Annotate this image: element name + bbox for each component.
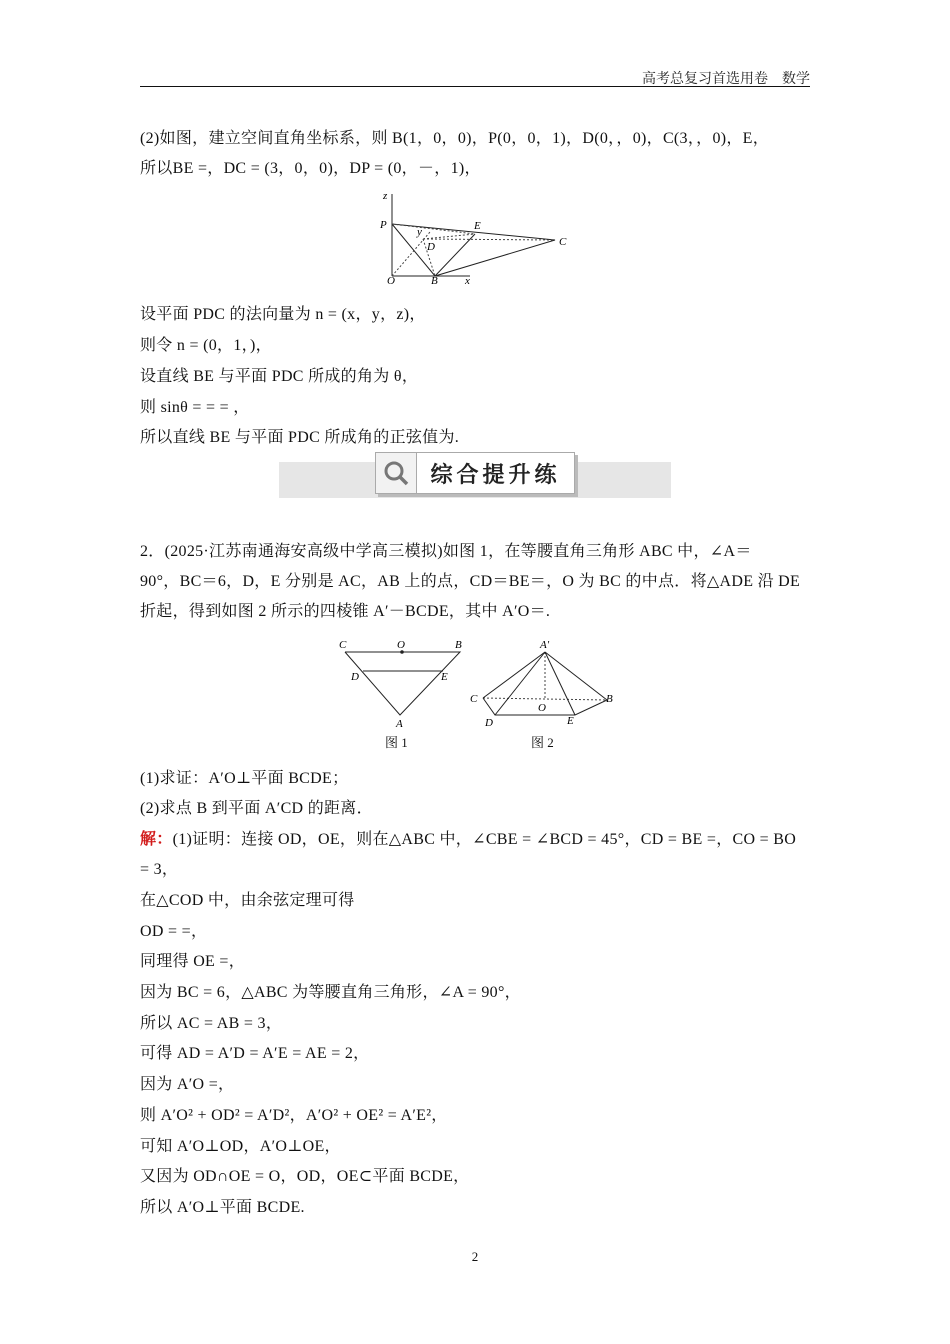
label: O (397, 639, 405, 651)
label: B (455, 639, 462, 651)
coordinate-figure (375, 188, 575, 286)
label: D (427, 241, 435, 253)
figure-2-caption: 图 2 (531, 735, 554, 750)
text-line: 可得 AD = A′D = A′E = AE = 2， (140, 1045, 370, 1062)
label: A (396, 718, 403, 730)
text-line: 所以直线 BE 与平面 PDC 所成角的正弦值为. (140, 429, 460, 446)
label: D (351, 671, 359, 683)
label: x (465, 275, 470, 286)
magnifier-icon (376, 453, 417, 493)
label: B (431, 275, 438, 286)
label: E (567, 715, 574, 727)
text-line: (2)如图，建立空间直角坐标系，则 B(1，0，0)，P(0，0，1)，D(0，，0)，C(3，，0)，E， (140, 130, 770, 147)
text-line: 设平面 PDC 的法向量为 n = (x，y，z)， (140, 306, 426, 323)
label: P (380, 219, 387, 231)
label: C (470, 693, 478, 705)
question-1: (1)求证：A′O⊥平面 BCDE； (140, 770, 349, 787)
label: O (538, 702, 546, 714)
text-line: 2．(2025·江苏南通海安高级中学高三模拟)如图 1，在等腰直角三角形 ABC 中，∠A＝ (140, 543, 752, 560)
text-line: 90°，BC＝6，D，E 分别是 AC，AB 上的点，CD＝BE＝，O 为 BC 的中点．将△ADE 沿 DE (140, 573, 801, 590)
label: E (441, 671, 448, 683)
label: O (387, 275, 395, 286)
label: z (383, 190, 388, 202)
text-line: 因为 BC = 6，△ABC 为等腰直角三角形，∠A = 90°， (140, 984, 521, 1001)
label: A′ (540, 639, 550, 651)
text-line: 则令 n = (0，1，)， (140, 337, 272, 354)
text-line (140, 826, 796, 849)
text-line: 可知 A′O⊥OD，A′O⊥OE， (140, 1138, 341, 1155)
label: C (339, 639, 347, 651)
section-banner (375, 452, 575, 494)
text-line: 则 sinθ = = = ， (140, 399, 250, 416)
text-line: = 3， (140, 861, 179, 878)
text-line: 折起，得到如图 2 所示的四棱锥 A′－BCDE，其中 A′O＝. (140, 603, 551, 620)
header-rule (140, 86, 810, 87)
text-line: OD = =， (140, 923, 208, 940)
text-line: 设直线 BE 与平面 PDC 所成的角为 θ， (140, 368, 419, 385)
question-2: (2)求点 B 到平面 A′CD 的距离． (140, 800, 373, 817)
text-line: 因为 A′O =， (140, 1076, 235, 1093)
text-line: 所以BE =，DC = (3，0，0)，DP = (0，－，1)， (140, 160, 481, 177)
text-line: 又因为 OD∩OE = O，OD，OE⊂平面 BCDE， (140, 1168, 470, 1185)
solution-text: (1)证明：连接 OD，OE，则在△ABC 中，∠CBE = ∠BCD = 45°，CD = BE =，CO = BO (172, 831, 797, 848)
text-line: 所以 A′O⊥平面 BCDE. (140, 1199, 305, 1216)
label: y (417, 226, 422, 238)
problem-figures (335, 635, 615, 750)
figure-1-caption: 图 1 (385, 735, 408, 750)
text-line: 所以 AC = AB = 3， (140, 1015, 283, 1032)
figure-1 (339, 639, 462, 730)
text-line: 则 A′O² + OD² = A′D²，A′O² + OE² = A′E²， (140, 1107, 448, 1124)
running-header: 高考总复习首选用卷 数学 (642, 72, 810, 87)
label: E (474, 220, 481, 232)
label: B (606, 693, 613, 705)
text-line: 在△COD 中，由余弦定理可得 (140, 892, 355, 909)
page-number: 2 (471, 1249, 479, 1264)
figure-2 (470, 639, 613, 729)
label: C (559, 236, 567, 248)
label: D (485, 717, 493, 729)
solution-label: 解： (140, 831, 173, 848)
section-title: 综合提升练 (430, 462, 561, 488)
text-line: 同理得 OE =， (140, 953, 246, 970)
